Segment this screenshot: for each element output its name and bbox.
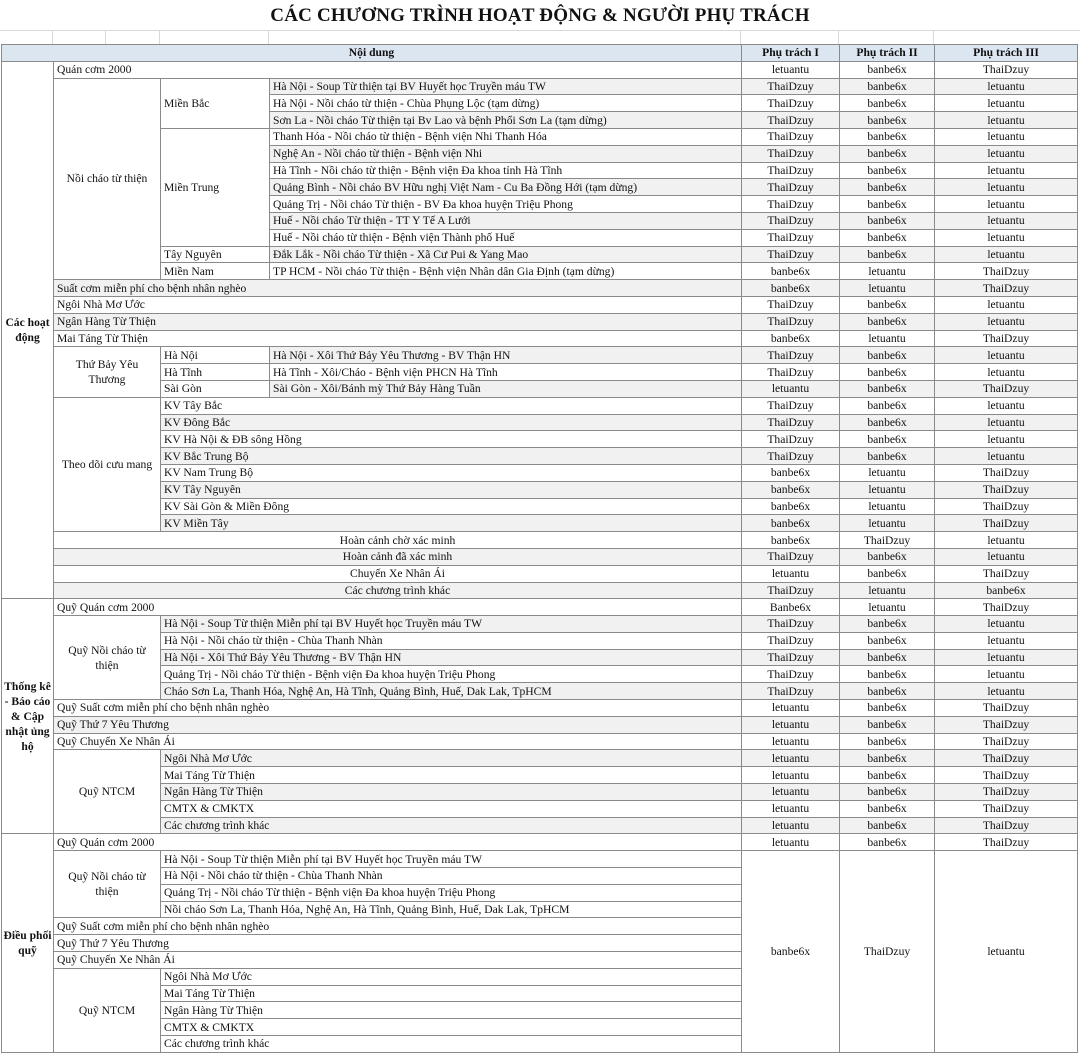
header-row xyxy=(2,45,1078,62)
table-row xyxy=(2,700,1078,717)
group-label: Quỹ NTCM xyxy=(54,750,161,834)
person-cell-3: ThaiDzuy xyxy=(935,750,1078,767)
person-cell-3: letuantu xyxy=(935,548,1078,565)
program-text: Đắk Lắk - Nồi cháo Từ thiện - Xã Cư Pui & Yang Mao xyxy=(270,246,742,263)
person-cell-3: ThaiDzuy xyxy=(935,599,1078,616)
section-label: Thống kê - Báo cáo & Cập nhật ủng hộ xyxy=(2,599,54,834)
program-label: Chuyến Xe Nhân Ái xyxy=(54,565,742,582)
person-cell-3: letuantu xyxy=(935,246,1078,263)
table-row xyxy=(2,733,1078,750)
program-text: Hà Nội - Soup Từ thiện Miễn phí tại BV Huyết học Truyền máu TW xyxy=(161,616,742,633)
person-cell-2: banbe6x xyxy=(840,800,935,817)
table-row xyxy=(2,498,1078,515)
program-text: KV Hà Nội & ĐB sông Hồng xyxy=(161,431,742,448)
person-cell-2: letuantu xyxy=(840,481,935,498)
person-cell-2: banbe6x xyxy=(840,364,935,381)
program-text: Sơn La - Nồi cháo Từ thiện tại Bv Lao và bệnh Phổi Sơn La (tạm dừng) xyxy=(270,112,742,129)
person-cell-3: letuantu xyxy=(935,112,1078,129)
person-cell-2: banbe6x xyxy=(840,347,935,364)
person-cell-3: letuantu xyxy=(935,313,1078,330)
table-row xyxy=(2,448,1078,465)
program-text: KV Tây Bắc xyxy=(161,397,742,414)
person-cell-3: letuantu xyxy=(935,632,1078,649)
person-cell-3: ThaiDzuy xyxy=(935,834,1078,851)
group-label: Thứ Bảy Yêu Thương xyxy=(54,347,161,397)
program-text: Huế - Nồi cháo Từ thiện - TT Y Tế A Lưới xyxy=(270,212,742,229)
person-cell-1: ThaiDzuy xyxy=(742,649,840,666)
person-cell-1: ThaiDzuy xyxy=(742,666,840,683)
person-cell-2: banbe6x xyxy=(840,162,935,179)
person-cell-2: letuantu xyxy=(840,464,935,481)
person-cell-2: banbe6x xyxy=(840,784,935,801)
region-label: Miền Bắc xyxy=(161,78,270,128)
person-cell-1: letuantu xyxy=(742,716,840,733)
person-cell-3: ThaiDzuy xyxy=(935,464,1078,481)
person-cell-1: ThaiDzuy xyxy=(742,112,840,129)
program-label: Quán cơm 2000 xyxy=(54,61,742,78)
table-row xyxy=(2,632,1078,649)
person-cell-3: ThaiDzuy xyxy=(935,380,1078,397)
person-cell-1: ThaiDzuy xyxy=(742,78,840,95)
person-cell-2: banbe6x xyxy=(840,448,935,465)
person-cell-2: banbe6x xyxy=(840,767,935,784)
program-label: Ngôi Nhà Mơ Ước xyxy=(54,296,742,313)
header-p2: Phụ trách II xyxy=(840,45,935,62)
person-cell-3: letuantu xyxy=(935,296,1078,313)
person-cell-2: banbe6x xyxy=(840,112,935,129)
person-cell-2: banbe6x xyxy=(840,246,935,263)
program-text: Hà Nội - Xôi Thứ Bảy Yêu Thương - BV Thận HN xyxy=(270,347,742,364)
person-cell-1: letuantu xyxy=(742,784,840,801)
region-label: Hà Nội xyxy=(161,347,270,364)
person-cell-1: banbe6x xyxy=(742,464,840,481)
person-cell-3: ThaiDzuy xyxy=(935,800,1078,817)
program-text: Huế - Nồi cháo từ thiện - Bệnh viện Thành phố Huế xyxy=(270,229,742,246)
table-row xyxy=(2,767,1078,784)
person-cell-1: ThaiDzuy xyxy=(742,582,840,599)
table-row xyxy=(2,347,1078,364)
person-cell-2: ThaiDzuy xyxy=(840,532,935,549)
person-cell-3: letuantu xyxy=(935,95,1078,112)
table-row xyxy=(2,515,1078,532)
person-cell-1: ThaiDzuy xyxy=(742,179,840,196)
table-row xyxy=(2,414,1078,431)
table-row xyxy=(2,330,1078,347)
group-label: Quỹ Nồi cháo từ thiện xyxy=(54,616,161,700)
table-row xyxy=(2,750,1078,767)
merged-person-cell-1: banbe6x xyxy=(742,851,840,1053)
person-cell-1: ThaiDzuy xyxy=(742,683,840,700)
program-text: Ngân Hàng Từ Thiện xyxy=(161,1002,742,1019)
person-cell-1: ThaiDzuy xyxy=(742,162,840,179)
region-label: Hà Tĩnh xyxy=(161,364,270,381)
header-p1: Phụ trách I xyxy=(742,45,840,62)
person-cell-3: letuantu xyxy=(935,666,1078,683)
person-cell-3: ThaiDzuy xyxy=(935,280,1078,297)
person-cell-2: banbe6x xyxy=(840,548,935,565)
person-cell-1: banbe6x xyxy=(742,532,840,549)
table-row xyxy=(2,128,1078,145)
program-label: Quỹ Thứ 7 Yêu Thương xyxy=(54,716,742,733)
program-label: Quỹ Thứ 7 Yêu Thương xyxy=(54,935,742,952)
person-cell-1: ThaiDzuy xyxy=(742,196,840,213)
program-text: Quảng Bình - Nồi cháo BV Hữu nghị Việt Nam - Cu Ba Đồng Hới (tạm dừng) xyxy=(270,179,742,196)
person-cell-2: banbe6x xyxy=(840,649,935,666)
table-row xyxy=(2,784,1078,801)
group-label: Nồi cháo từ thiện xyxy=(54,78,161,280)
person-cell-3: ThaiDzuy xyxy=(935,716,1078,733)
program-label: Quỹ Chuyến Xe Nhân Ái xyxy=(54,952,742,969)
table-row xyxy=(2,582,1078,599)
person-cell-2: banbe6x xyxy=(840,834,935,851)
program-text: Hà Nội - Nồi cháo từ thiện - Chùa Thanh Nhàn xyxy=(161,868,742,885)
header-content: Nội dung xyxy=(2,45,742,62)
merged-person-cell-3: letuantu xyxy=(935,851,1078,1053)
table-row xyxy=(2,280,1078,297)
person-cell-1: banbe6x xyxy=(742,263,840,280)
table-row xyxy=(2,834,1078,851)
person-cell-3: letuantu xyxy=(935,397,1078,414)
program-text: KV Nam Trung Bộ xyxy=(161,464,742,481)
person-cell-3: ThaiDzuy xyxy=(935,515,1078,532)
program-text: Mai Táng Từ Thiện xyxy=(161,985,742,1002)
program-text: Ngân Hàng Từ Thiện xyxy=(161,784,742,801)
program-label: Các chương trình khác xyxy=(54,582,742,599)
region-label: Miền Nam xyxy=(161,263,270,280)
person-cell-3: letuantu xyxy=(935,347,1078,364)
program-text: KV Miền Tây xyxy=(161,515,742,532)
section-label: Các hoạt động xyxy=(2,61,54,599)
person-cell-1: banbe6x xyxy=(742,330,840,347)
group-label: Theo dõi cưu mang xyxy=(54,397,161,531)
person-cell-3: ThaiDzuy xyxy=(935,481,1078,498)
program-label: Quỹ Quán cơm 2000 xyxy=(54,834,742,851)
program-text: Hà Nội - Soup Từ thiện Miễn phí tại BV Huyết học Truyền máu TW xyxy=(161,851,742,868)
person-cell-1: banbe6x xyxy=(742,280,840,297)
program-text: KV Tây Nguyên xyxy=(161,481,742,498)
person-cell-2: banbe6x xyxy=(840,196,935,213)
table-row xyxy=(2,851,1078,868)
table-row xyxy=(2,666,1078,683)
person-cell-2: banbe6x xyxy=(840,229,935,246)
merged-person-cell-2: ThaiDzuy xyxy=(840,851,935,1053)
program-label: Quỹ Suất cơm miễn phí cho bệnh nhân nghèo xyxy=(54,918,742,935)
table-row xyxy=(2,397,1078,414)
person-cell-2: banbe6x xyxy=(840,750,935,767)
person-cell-1: ThaiDzuy xyxy=(742,212,840,229)
person-cell-2: letuantu xyxy=(840,263,935,280)
person-cell-1: ThaiDzuy xyxy=(742,448,840,465)
program-text: Ngôi Nhà Mơ Ước xyxy=(161,968,742,985)
header-p3: Phụ trách III xyxy=(935,45,1078,62)
person-cell-1: banbe6x xyxy=(742,481,840,498)
program-text: Quảng Trị - Nồi cháo Từ thiện - Bệnh viện Đa khoa huyện Triệu Phong xyxy=(161,666,742,683)
program-text: Mai Táng Từ Thiện xyxy=(161,767,742,784)
person-cell-1: letuantu xyxy=(742,61,840,78)
table-row xyxy=(2,464,1078,481)
program-text: KV Sài Gòn & Miền Đông xyxy=(161,498,742,515)
program-label: Hoàn cảnh chờ xác minh xyxy=(54,532,742,549)
person-cell-3: letuantu xyxy=(935,448,1078,465)
person-cell-3: ThaiDzuy xyxy=(935,733,1078,750)
person-cell-2: banbe6x xyxy=(840,212,935,229)
person-cell-1: ThaiDzuy xyxy=(742,229,840,246)
person-cell-2: banbe6x xyxy=(840,817,935,834)
person-cell-1: letuantu xyxy=(742,750,840,767)
region-label: Sài Gòn xyxy=(161,380,270,397)
person-cell-2: banbe6x xyxy=(840,632,935,649)
program-text: Hà Nội - Xôi Thứ Bảy Yêu Thương - BV Thận HN xyxy=(161,649,742,666)
person-cell-2: banbe6x xyxy=(840,565,935,582)
group-label: Quỹ NTCM xyxy=(54,968,161,1052)
person-cell-3: letuantu xyxy=(935,364,1078,381)
table-row xyxy=(2,431,1078,448)
person-cell-2: letuantu xyxy=(840,498,935,515)
program-text: Các chương trình khác xyxy=(161,1036,742,1053)
person-cell-3: ThaiDzuy xyxy=(935,565,1078,582)
person-cell-1: letuantu xyxy=(742,767,840,784)
table-row xyxy=(2,61,1078,78)
table-row xyxy=(2,599,1078,616)
table-row xyxy=(2,313,1078,330)
person-cell-2: banbe6x xyxy=(840,616,935,633)
person-cell-2: banbe6x xyxy=(840,431,935,448)
table-row xyxy=(2,616,1078,633)
person-cell-1: letuantu xyxy=(742,700,840,717)
program-text: Nghệ An - Nồi cháo từ thiện - Bệnh viện Nhi xyxy=(270,145,742,162)
person-cell-1: ThaiDzuy xyxy=(742,364,840,381)
person-cell-1: ThaiDzuy xyxy=(742,414,840,431)
person-cell-2: banbe6x xyxy=(840,380,935,397)
person-cell-2: letuantu xyxy=(840,280,935,297)
table-row xyxy=(2,246,1078,263)
person-cell-2: banbe6x xyxy=(840,95,935,112)
program-text: Quảng Trị - Nồi cháo Từ thiện - BV Đa khoa huyện Triệu Phong xyxy=(270,196,742,213)
person-cell-3: ThaiDzuy xyxy=(935,767,1078,784)
person-cell-2: banbe6x xyxy=(840,700,935,717)
person-cell-1: ThaiDzuy xyxy=(742,296,840,313)
table-row xyxy=(2,817,1078,834)
program-label: Mai Táng Từ Thiện xyxy=(54,330,742,347)
person-cell-2: banbe6x xyxy=(840,313,935,330)
person-cell-2: banbe6x xyxy=(840,296,935,313)
person-cell-1: ThaiDzuy xyxy=(742,397,840,414)
person-cell-1: ThaiDzuy xyxy=(742,632,840,649)
person-cell-3: letuantu xyxy=(935,649,1078,666)
program-label: Ngân Hàng Từ Thiện xyxy=(54,313,742,330)
person-cell-1: Banbe6x xyxy=(742,599,840,616)
person-cell-1: letuantu xyxy=(742,800,840,817)
person-cell-3: banbe6x xyxy=(935,582,1078,599)
table-row xyxy=(2,78,1078,95)
person-cell-3: letuantu xyxy=(935,145,1078,162)
person-cell-3: ThaiDzuy xyxy=(935,700,1078,717)
table-row xyxy=(2,649,1078,666)
program-text: KV Đông Bắc xyxy=(161,414,742,431)
person-cell-1: letuantu xyxy=(742,380,840,397)
program-label: Quỹ Quán cơm 2000 xyxy=(54,599,742,616)
person-cell-1: ThaiDzuy xyxy=(742,347,840,364)
program-label: Quỹ Chuyến Xe Nhân Ái xyxy=(54,733,742,750)
person-cell-1: banbe6x xyxy=(742,515,840,532)
person-cell-1: ThaiDzuy xyxy=(742,95,840,112)
program-text: Hà Nội - Nồi cháo từ thiện - Chùa Thanh Nhàn xyxy=(161,632,742,649)
person-cell-2: banbe6x xyxy=(840,397,935,414)
person-cell-2: banbe6x xyxy=(840,78,935,95)
assignment-table xyxy=(1,44,1078,1053)
program-text: Nồi cháo Sơn La, Thanh Hóa, Nghệ An, Hà Tĩnh, Quảng Bình, Huế, Dak Lak, TpHCM xyxy=(161,901,742,918)
section-label: Điều phối quỹ xyxy=(2,834,54,1052)
program-text: TP HCM - Nồi cháo Từ thiện - Bệnh viện Nhân dân Gia Định (tạm dừng) xyxy=(270,263,742,280)
person-cell-1: letuantu xyxy=(742,565,840,582)
person-cell-3: letuantu xyxy=(935,616,1078,633)
person-cell-3: ThaiDzuy xyxy=(935,784,1078,801)
program-text: Các chương trình khác xyxy=(161,817,742,834)
program-text: Thanh Hóa - Nồi cháo từ thiện - Bệnh viện Nhi Thanh Hóa xyxy=(270,128,742,145)
person-cell-3: ThaiDzuy xyxy=(935,817,1078,834)
person-cell-1: ThaiDzuy xyxy=(742,548,840,565)
group-label: Quỹ Nồi cháo từ thiện xyxy=(54,851,161,918)
person-cell-1: ThaiDzuy xyxy=(742,313,840,330)
person-cell-3: letuantu xyxy=(935,128,1078,145)
table-row xyxy=(2,683,1078,700)
person-cell-1: letuantu xyxy=(742,733,840,750)
table-row xyxy=(2,548,1078,565)
program-text: Hà Tĩnh - Xôi/Cháo - Bệnh viện PHCN Hà Tĩnh xyxy=(270,364,742,381)
person-cell-2: letuantu xyxy=(840,515,935,532)
person-cell-3: ThaiDzuy xyxy=(935,498,1078,515)
program-text: CMTX & CMKTX xyxy=(161,800,742,817)
program-text: KV Bắc Trung Bộ xyxy=(161,448,742,465)
table-row xyxy=(2,800,1078,817)
program-text: Hà Nội - Soup Từ thiện tại BV Huyết học Truyền máu TW xyxy=(270,78,742,95)
person-cell-1: banbe6x xyxy=(742,498,840,515)
person-cell-3: letuantu xyxy=(935,414,1078,431)
person-cell-3: letuantu xyxy=(935,532,1078,549)
person-cell-3: letuantu xyxy=(935,683,1078,700)
person-cell-1: ThaiDzuy xyxy=(742,616,840,633)
person-cell-3: letuantu xyxy=(935,212,1078,229)
person-cell-3: letuantu xyxy=(935,431,1078,448)
program-label: Hoàn cảnh đã xác minh xyxy=(54,548,742,565)
person-cell-3: letuantu xyxy=(935,78,1078,95)
person-cell-2: banbe6x xyxy=(840,683,935,700)
person-cell-1: ThaiDzuy xyxy=(742,431,840,448)
table-row xyxy=(2,263,1078,280)
person-cell-3: ThaiDzuy xyxy=(935,61,1078,78)
person-cell-3: ThaiDzuy xyxy=(935,263,1078,280)
program-text: Quảng Trị - Nồi cháo Từ thiện - Bệnh viện Đa khoa huyện Triệu Phong xyxy=(161,884,742,901)
program-text: Sài Gòn - Xôi/Bánh mỳ Thứ Bảy Hàng Tuần xyxy=(270,380,742,397)
program-text: Ngôi Nhà Mơ Ước xyxy=(161,750,742,767)
table-row xyxy=(2,481,1078,498)
person-cell-2: banbe6x xyxy=(840,414,935,431)
person-cell-2: letuantu xyxy=(840,330,935,347)
table-row xyxy=(2,532,1078,549)
person-cell-2: letuantu xyxy=(840,599,935,616)
person-cell-1: letuantu xyxy=(742,834,840,851)
person-cell-3: ThaiDzuy xyxy=(935,330,1078,347)
person-cell-2: banbe6x xyxy=(840,733,935,750)
table-row xyxy=(2,296,1078,313)
person-cell-2: banbe6x xyxy=(840,179,935,196)
person-cell-2: letuantu xyxy=(840,582,935,599)
program-label: Quỹ Suất cơm miễn phí cho bệnh nhân nghèo xyxy=(54,700,742,717)
person-cell-2: banbe6x xyxy=(840,716,935,733)
table-row xyxy=(2,380,1078,397)
program-text: CMTX & CMKTX xyxy=(161,1019,742,1036)
person-cell-1: letuantu xyxy=(742,817,840,834)
program-text: Hà Nội - Nồi cháo từ thiện - Chùa Phụng Lộc (tạm dừng) xyxy=(270,95,742,112)
person-cell-1: ThaiDzuy xyxy=(742,246,840,263)
region-label: Tây Nguyên xyxy=(161,246,270,263)
person-cell-3: letuantu xyxy=(935,196,1078,213)
person-cell-3: letuantu xyxy=(935,162,1078,179)
person-cell-3: letuantu xyxy=(935,229,1078,246)
spreadsheet-grid-row xyxy=(0,30,1080,44)
program-label: Suất cơm miễn phí cho bệnh nhân nghèo xyxy=(54,280,742,297)
page-title: CÁC CHƯƠNG TRÌNH HOẠT ĐỘNG & NGƯỜI PHỤ TRÁCH xyxy=(270,5,810,26)
table-row xyxy=(2,716,1078,733)
table-row xyxy=(2,364,1078,381)
person-cell-2: banbe6x xyxy=(840,666,935,683)
region-label: Miền Trung xyxy=(161,128,270,246)
person-cell-2: banbe6x xyxy=(840,145,935,162)
program-text: Cháo Sơn La, Thanh Hóa, Nghệ An, Hà Tĩnh, Quảng Bình, Huế, Dak Lak, TpHCM xyxy=(161,683,742,700)
program-text: Hà Tĩnh - Nồi cháo từ thiện - Bệnh viện Đa khoa tỉnh Hà Tĩnh xyxy=(270,162,742,179)
person-cell-3: letuantu xyxy=(935,179,1078,196)
person-cell-2: banbe6x xyxy=(840,128,935,145)
person-cell-1: ThaiDzuy xyxy=(742,145,840,162)
table-row xyxy=(2,565,1078,582)
person-cell-2: banbe6x xyxy=(840,61,935,78)
person-cell-1: ThaiDzuy xyxy=(742,128,840,145)
